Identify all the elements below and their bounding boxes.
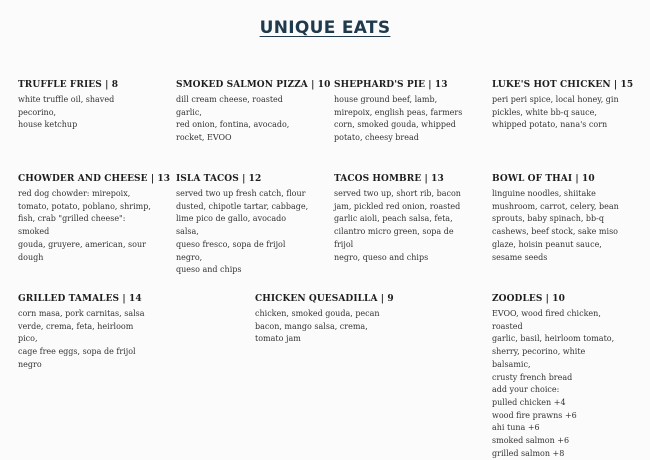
description-line: sherry, pecorino, white balsamic, bbox=[492, 347, 586, 369]
menu-title: UNIQUE EATS bbox=[259, 18, 391, 38]
menu-item-name: CHOWDER AND CHEESE | 13 bbox=[18, 174, 171, 184]
menu-item-description bbox=[492, 188, 626, 264]
menu-item-name: SMOKED SALMON PIZZA | 10 bbox=[176, 80, 331, 90]
description-line: negro bbox=[18, 359, 42, 369]
description-line: chicken, smoked gouda, pecan bbox=[255, 309, 380, 318]
menu-item-zoodles bbox=[492, 294, 626, 460]
menu-item-name: ISLA TACOS | 12 bbox=[176, 174, 262, 184]
description-line: potato, cheesy bread bbox=[334, 133, 419, 143]
add-on-option: ahi tuna +6 bbox=[492, 423, 540, 433]
menu-item-description bbox=[334, 94, 468, 145]
description-line: bacon, mango salsa, crema, bbox=[255, 321, 368, 331]
description-line: house ketchup bbox=[18, 120, 78, 130]
description-line: garlic aioli, peach salsa, feta, bbox=[334, 214, 453, 224]
menu-item-isla-tacos bbox=[176, 174, 310, 277]
description-line: sesame seeds bbox=[492, 252, 548, 262]
description-line: cage free eggs, sopa de frijol bbox=[18, 347, 136, 357]
description-line: tomato jam bbox=[255, 334, 301, 344]
menu-item-grilled-tamales bbox=[18, 294, 152, 372]
description-line: red onion, fontina, avocado, bbox=[176, 120, 290, 130]
add-choice-label: add your choice: bbox=[492, 385, 560, 395]
add-on-option: grilled salmon +8 bbox=[492, 448, 565, 458]
description-line: queso and chips bbox=[176, 265, 242, 275]
description-line: dusted, chipotle tartar, cabbage, bbox=[176, 201, 309, 211]
menu-item-name: CHICKEN QUESADILLA | 9 bbox=[255, 294, 394, 304]
description-line: mushroom, carrot, celery, bean bbox=[492, 201, 619, 211]
menu-item-description bbox=[492, 94, 626, 132]
description-line: mirepoix, english peas, farmers bbox=[334, 107, 463, 117]
menu-item-name: ZOODLES | 10 bbox=[492, 294, 566, 304]
menu-item-description bbox=[176, 188, 310, 277]
description-line: queso fresco, sopa de frijol negro, bbox=[176, 239, 286, 262]
menu-item-name: GRILLED TAMALES | 14 bbox=[18, 294, 142, 304]
description-line: jam, pickled red onion, roasted bbox=[334, 201, 461, 211]
menu-item-description bbox=[334, 188, 468, 264]
description-line: EVOO, wood fired chicken, roasted bbox=[492, 309, 601, 331]
description-line: crusty french bread bbox=[492, 372, 573, 382]
menu-item-shephards-pie bbox=[334, 80, 468, 145]
description-line: gouda, gruyere, american, sour bbox=[18, 239, 146, 249]
description-line: lime pico de gallo, avocado salsa, bbox=[176, 214, 287, 237]
description-line: served two up, short rib, bacon bbox=[334, 189, 461, 198]
description-line: peri peri spice, local honey, gin bbox=[492, 95, 619, 104]
add-on-option: wood fire prawns +6 bbox=[492, 410, 577, 420]
description-line: glaze, hoisin peanut sauce, bbox=[492, 239, 602, 249]
menu-item-name: LUKE'S HOT CHICKEN | 15 bbox=[492, 80, 634, 90]
menu-item-name: TACOS HOMBRE | 13 bbox=[334, 174, 444, 184]
description-line: dill cream cheese, roasted garlic, bbox=[176, 95, 283, 117]
add-on-option: smoked salmon +6 bbox=[492, 436, 570, 446]
menu-item-description bbox=[18, 94, 152, 132]
description-line: verde, crema, feta, heirloom pico, bbox=[18, 321, 134, 344]
menu-item-tacos-hombre bbox=[334, 174, 468, 264]
menu-item-name: TRUFFLE FRIES | 8 bbox=[18, 80, 119, 90]
description-line: served two up fresh catch, flour bbox=[176, 189, 306, 198]
description-line: corn masa, pork carnitas, salsa bbox=[18, 309, 145, 318]
menu-item-bowl-of-thai bbox=[492, 174, 626, 264]
menu-item-chowder-and-cheese bbox=[18, 174, 171, 264]
menu-item-name: SHEPHARD'S PIE | 13 bbox=[334, 80, 448, 90]
menu-item-description bbox=[492, 308, 626, 460]
menu-item-truffle-fries bbox=[18, 80, 152, 132]
menu-item-name: BOWL OF THAI | 10 bbox=[492, 174, 595, 184]
description-line: tomato, potato, poblano, shrimp, bbox=[18, 201, 151, 211]
menu-item-lukes-hot-chicken bbox=[492, 80, 634, 132]
description-line: fish, crab "grilled cheese": smoked bbox=[18, 214, 126, 237]
add-on-option: pulled chicken +4 bbox=[492, 397, 566, 407]
description-line: cashews, beef stock, sake miso bbox=[492, 227, 618, 237]
description-line: cilantro micro green, sopa de frijol bbox=[334, 227, 454, 249]
description-line: red dog chowder: mirepoix, bbox=[18, 189, 131, 198]
description-line: garlic, basil, heirloom tomato, bbox=[492, 334, 615, 344]
description-line: corn, smoked gouda, whipped bbox=[334, 120, 456, 130]
description-line: linguine noodles, shiitake bbox=[492, 189, 596, 198]
menu-item-description bbox=[255, 308, 389, 346]
menu-item-smoked-salmon-pizza bbox=[176, 80, 331, 145]
description-line: house ground beef, lamb, bbox=[334, 95, 438, 104]
description-line: rocket, EVOO bbox=[176, 133, 232, 143]
description-line: negro, queso and chips bbox=[334, 252, 429, 262]
menu-item-description bbox=[18, 308, 152, 372]
description-line: sprouts, baby spinach, bb-q bbox=[492, 214, 604, 224]
description-line: white truffle oil, shaved pecorino, bbox=[18, 95, 115, 117]
menu-item-chicken-quesadilla bbox=[255, 294, 394, 346]
description-line: pickles, white bb-q sauce, bbox=[492, 107, 597, 117]
menu-item-description bbox=[18, 188, 152, 264]
menu-item-description bbox=[176, 94, 310, 145]
description-line: dough bbox=[18, 252, 44, 262]
description-line: whipped potato, nana's corn bbox=[492, 120, 608, 130]
